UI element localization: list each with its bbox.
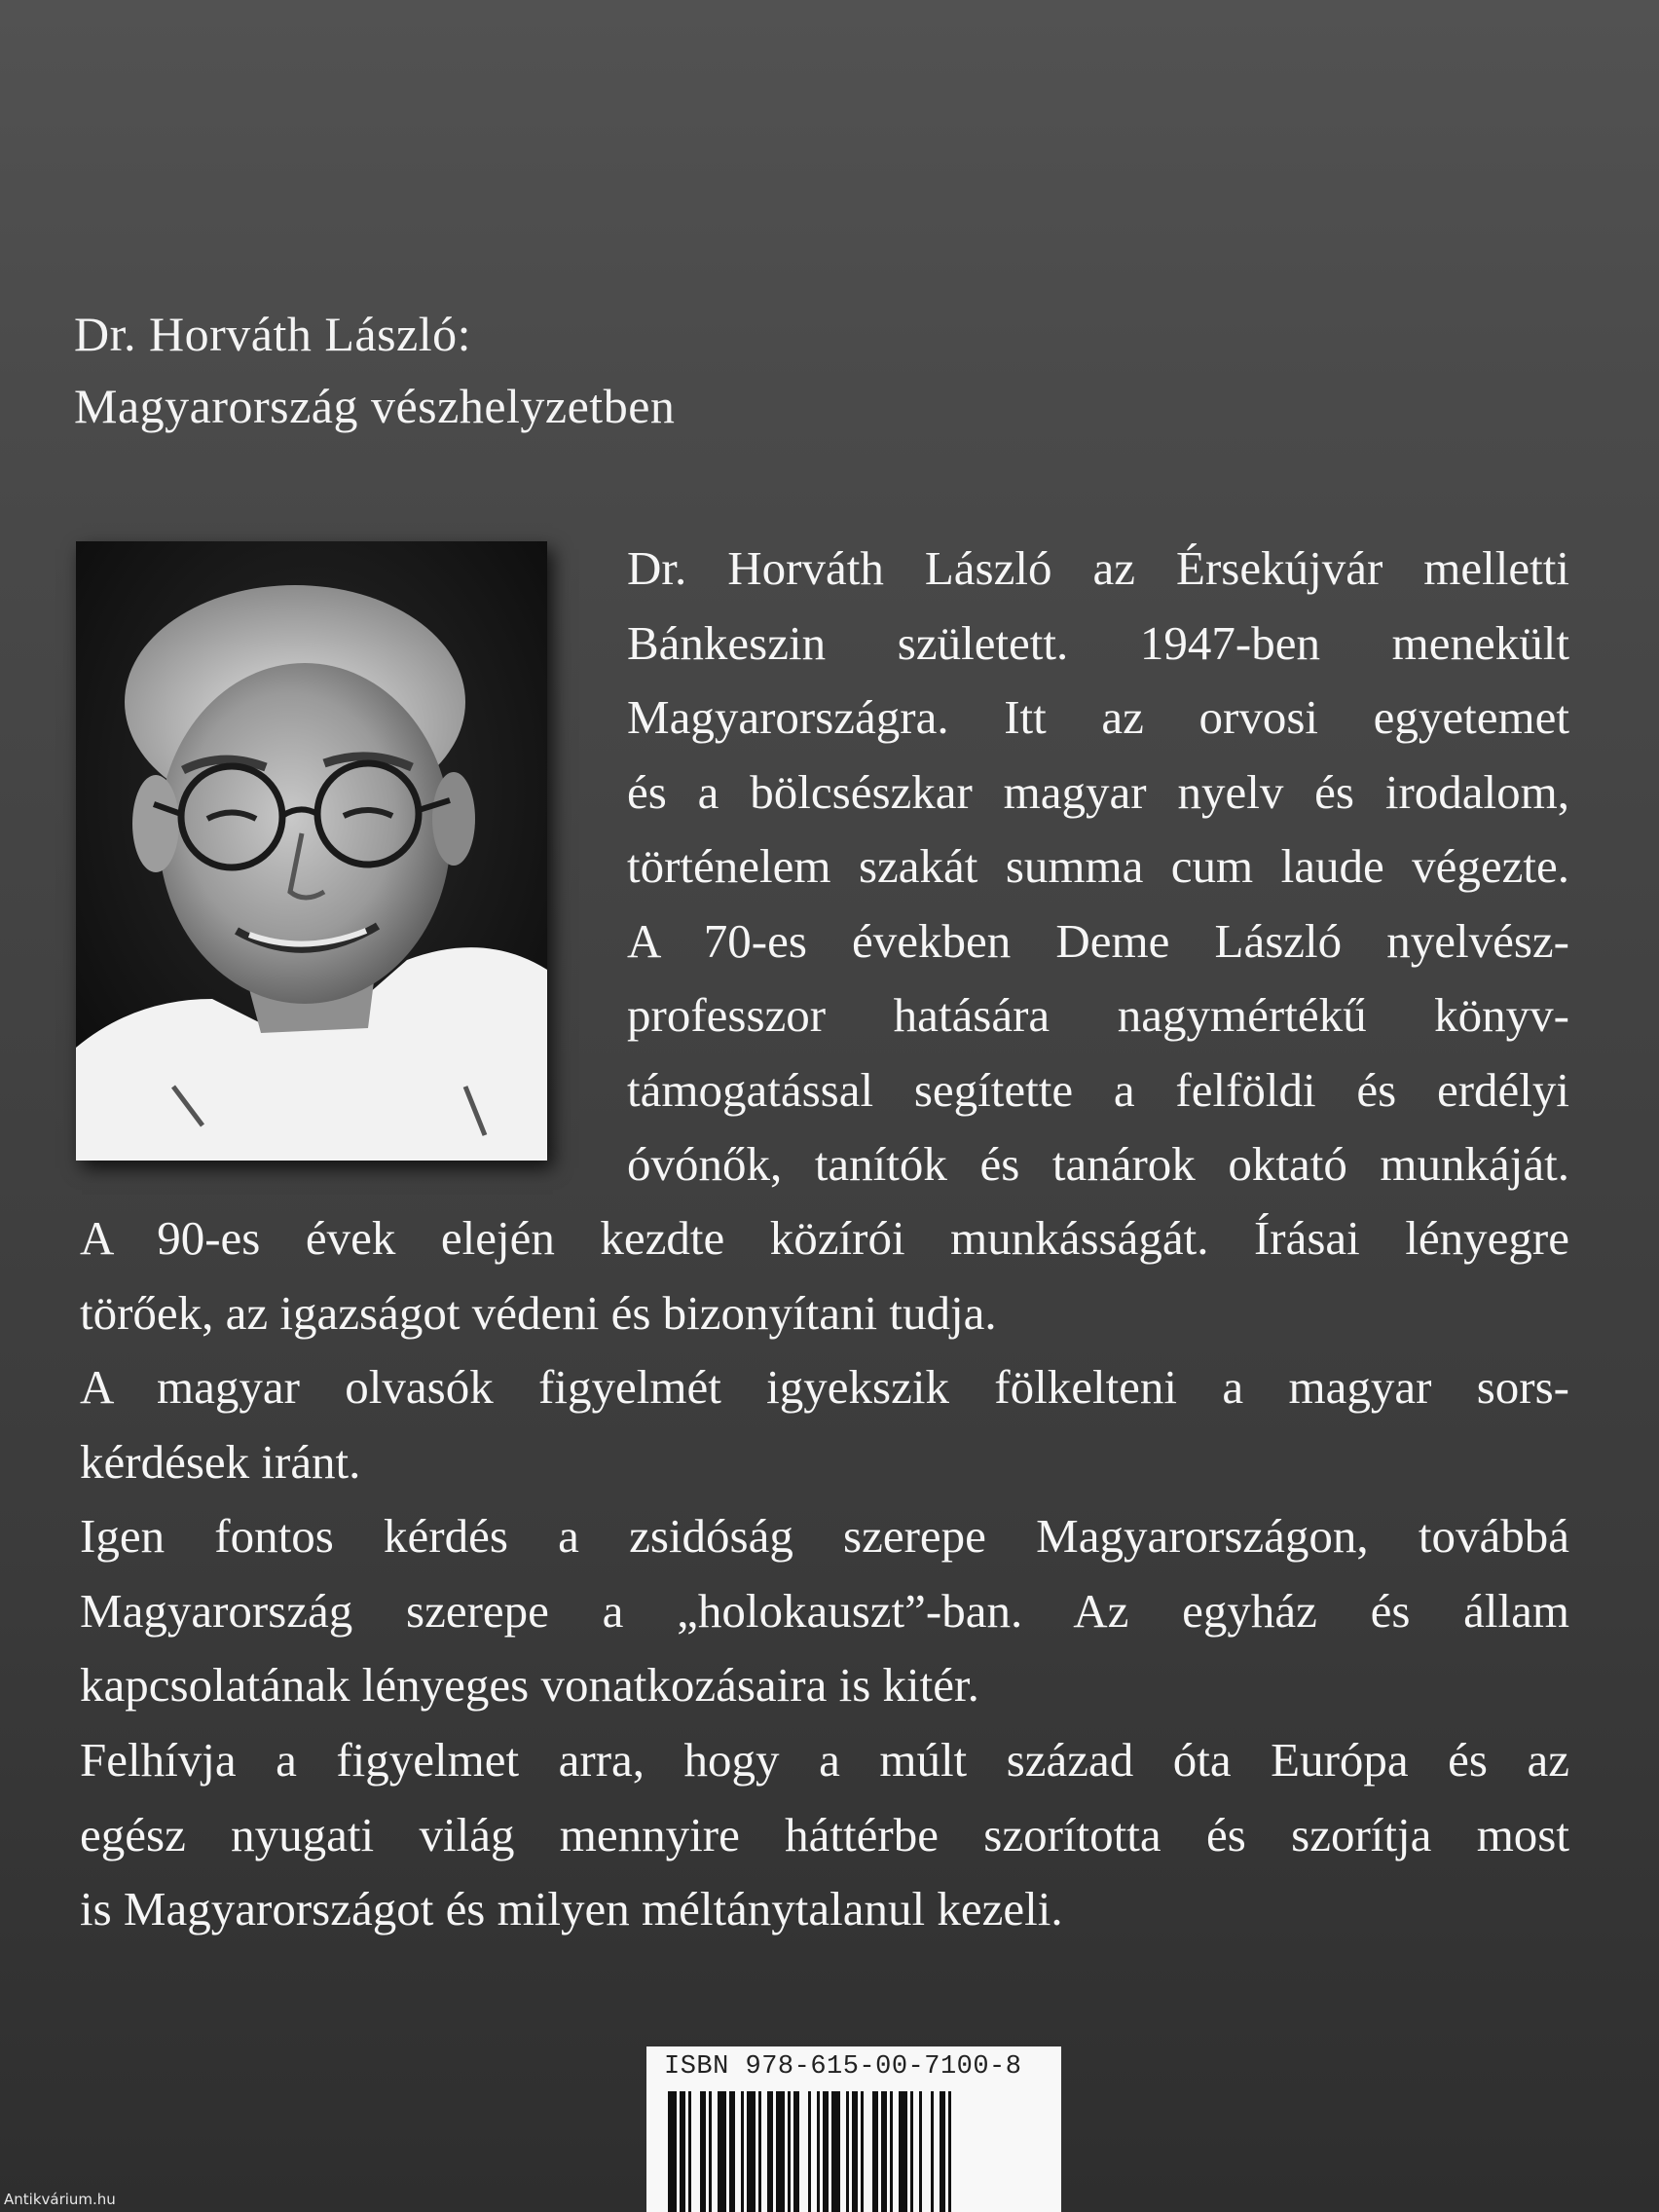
bio-line: és a bölcsészkar magyar nyelv és irodalom, — [627, 764, 1569, 819]
paragraph-publicist-work — [80, 1201, 1569, 1350]
isbn-number: ISBN 978-615-00-7100-8 — [664, 2052, 1022, 2082]
paragraph-europe-west — [80, 1723, 1569, 1947]
bio-line: A 70-es években Deme László nyelvész- — [627, 913, 1569, 968]
book-title: Magyarország vészhelyzetben — [74, 379, 676, 433]
barcode-bars-icon — [668, 2091, 1038, 2212]
paragraph-line: Magyarország szerepe a „holokauszt”-ban. Az egyház és állam — [80, 1583, 1569, 1638]
bio-line: óvónők, tanítók és tanárok oktató munkáját. — [627, 1137, 1569, 1191]
bio-line: Bánkeszin született. 1947-ben menekült — [627, 615, 1569, 670]
author-portrait-image — [76, 541, 547, 1161]
paragraph-line: A magyar olvasók figyelmét igyekszik fölkelteni a magyar sors- — [80, 1360, 1569, 1414]
paragraph-readers-attention — [80, 1350, 1569, 1499]
paragraph-line: Igen fontos kérdés a zsidóság szerepe Magyarországon, továbbá — [80, 1509, 1569, 1563]
bio-line: professzor hatására nagymértékű könyv- — [627, 988, 1569, 1042]
watermark-text: Antikvárium.hu — [4, 2191, 116, 2208]
bio-line: Dr. Horváth László az Érsekújvár melletti — [627, 541, 1569, 595]
paragraph-line: is Magyarországot és milyen méltánytalanul kezeli. — [80, 1882, 1063, 1936]
bio-line: támogatással segítette a felföldi és erdélyi — [627, 1062, 1569, 1117]
paragraph-line: kérdések iránt. — [80, 1434, 361, 1489]
cover-title-block — [74, 298, 675, 442]
paragraph-line: Felhívja a figyelmet arra, hogy a múlt század óta Európa és az — [80, 1733, 1569, 1787]
bio-paragraph-intro — [627, 532, 1569, 1202]
bio-line: Magyarországra. Itt az orvosi egyetemet — [627, 690, 1569, 744]
author-photo — [76, 541, 547, 1161]
paragraph-line: egész nyugati világ mennyire háttérbe szorította és szorítja most — [80, 1807, 1569, 1862]
paragraph-line: A 90-es évek elején kezdte közírói munkásságát. Írásai lényegre — [80, 1211, 1569, 1265]
paragraph-line: törőek, az igazságot védeni és bizonyítani tudja. — [80, 1285, 997, 1340]
author-name: Dr. Horváth László: — [74, 307, 472, 361]
paragraph-line: kapcsolatának lényeges vonatkozásaira is kitér. — [80, 1658, 979, 1712]
paragraph-important-question — [80, 1499, 1569, 1723]
isbn-barcode — [646, 2046, 1061, 2212]
bio-line: történelem szakát summa cum laude végezte. — [627, 839, 1569, 893]
